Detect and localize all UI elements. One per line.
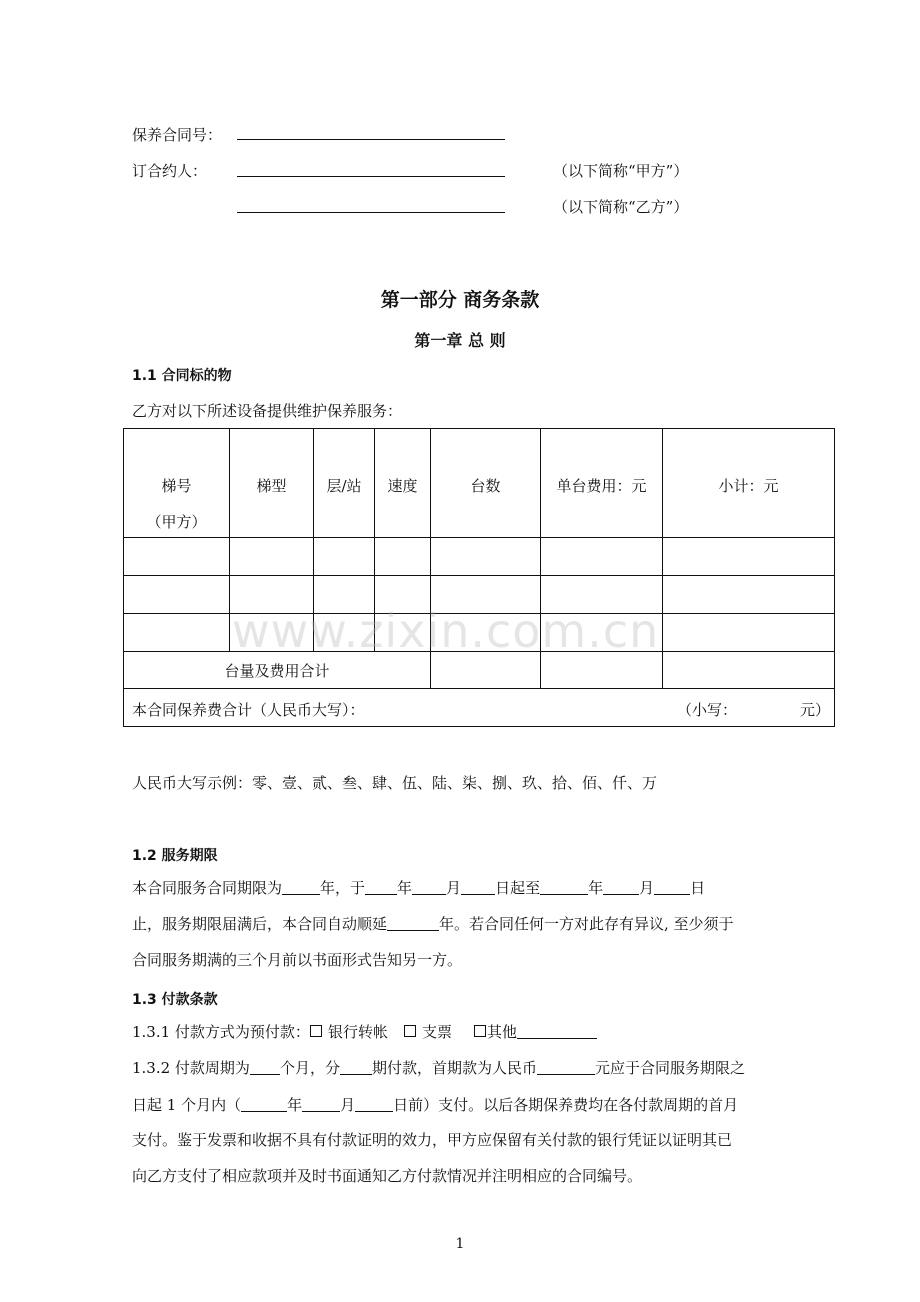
col-subtotal: 小计：元 xyxy=(663,429,835,538)
section-1-2-line-2: 止，服务期限届满后，本合同自动顺延 年。若合同任何一方对此存有异议, 至少须于 xyxy=(132,915,734,933)
table-cell[interactable] xyxy=(431,538,541,576)
table-header-row xyxy=(124,429,835,538)
table-cell[interactable] xyxy=(375,538,431,576)
watermark: www.zixin.com.cn xyxy=(232,604,660,658)
table-sum-row xyxy=(124,689,835,727)
party-label: 订合约人： xyxy=(132,162,208,180)
sum-cell[interactable] xyxy=(124,689,835,727)
other-method-field[interactable] xyxy=(517,1024,597,1039)
col-count: 台数 xyxy=(431,429,541,538)
section-1-2-line-3: 合同服务期满的三个月前以书面形式告知另一方。 xyxy=(132,951,463,969)
party-a-field[interactable] xyxy=(237,176,505,177)
table-cell[interactable] xyxy=(124,614,230,652)
section-1-2-line-1: 本合同服务合同期限为 年，于 年 月 日起至 年 月 日 xyxy=(132,879,706,897)
first-payment-field[interactable] xyxy=(537,1060,595,1075)
party-b-field[interactable] xyxy=(237,212,505,213)
end-day-field[interactable] xyxy=(654,880,690,895)
end-month-field[interactable] xyxy=(603,880,639,895)
due-day-field[interactable] xyxy=(355,1097,393,1112)
chapter-title: 第一章 总 则 xyxy=(414,331,506,350)
table-cell[interactable] xyxy=(541,538,663,576)
table-row xyxy=(124,538,835,576)
start-year-field[interactable] xyxy=(365,880,397,895)
col-elevator-no: 梯号 （甲方） xyxy=(124,429,230,538)
section-1-2-heading: 1.2 服务期限 xyxy=(132,848,218,864)
col-speed: 速度 xyxy=(375,429,431,538)
end-year-field[interactable] xyxy=(540,880,588,895)
rmb-example: 人民币大写示例：零、壹、贰、叁、肆、伍、陆、柒、捌、玖、拾、佰、仟、万 xyxy=(132,774,658,792)
payment-cycle-line-2: 日起 1 个月内（ 年 月 日前）支付。以后各期保养费均在各付款周期的首月 xyxy=(132,1096,739,1114)
contract-no-label: 保养合同号： xyxy=(132,126,223,144)
table-cell[interactable] xyxy=(663,576,835,614)
table-cell[interactable] xyxy=(663,614,835,652)
sum-label: 本合同保养费合计（人民币大写）： xyxy=(132,701,365,719)
table-cell[interactable] xyxy=(663,538,835,576)
bank-transfer-checkbox[interactable] xyxy=(310,1025,322,1037)
total-subtotal-cell[interactable] xyxy=(663,652,835,689)
sum-small-label: （小写： xyxy=(677,701,738,719)
col-floor-stop: 层/站 xyxy=(314,429,375,538)
section-1-1-heading: 1.1 合同标的物 xyxy=(132,368,232,384)
other-checkbox[interactable] xyxy=(474,1025,486,1037)
payment-cycle-line-4: 向乙方支付了相应款项并及时书面通知乙方付款情况并注明相应的合同编号。 xyxy=(132,1167,643,1185)
payment-method-line: 1.3.1 付款方式为预付款： 银行转帐 支票 其他 xyxy=(132,1024,792,1040)
term-years-field[interactable] xyxy=(282,880,320,895)
col-unit-fee: 单台费用：元 xyxy=(541,429,663,538)
party-b-note: （以下简称“乙方”） xyxy=(553,198,689,216)
installments-field[interactable] xyxy=(340,1060,372,1075)
table-cell[interactable] xyxy=(124,538,230,576)
check-checkbox[interactable] xyxy=(404,1025,416,1037)
renewal-years-field[interactable] xyxy=(387,916,439,931)
sum-yuan-label: 元） xyxy=(799,701,830,719)
contract-no-field[interactable] xyxy=(237,139,505,140)
due-year-field[interactable] xyxy=(241,1097,287,1112)
table-cell[interactable] xyxy=(124,576,230,614)
part-title: 第一部分 商务条款 xyxy=(380,289,540,311)
start-month-field[interactable] xyxy=(412,880,446,895)
total-label: 台量及费用合计 xyxy=(124,652,431,689)
section-1-1-intro: 乙方对以下所述设备提供维护保养服务： xyxy=(132,402,403,420)
due-month-field[interactable] xyxy=(302,1097,340,1112)
cycle-months-field[interactable] xyxy=(250,1060,280,1075)
section-1-3-heading: 1.3 付款条款 xyxy=(132,992,218,1008)
page-number: 1 xyxy=(455,1236,465,1252)
table-cell[interactable] xyxy=(314,538,375,576)
party-a-note: （以下简称“甲方”） xyxy=(553,162,689,180)
payment-cycle-line-3: 支付。鉴于发票和收据不具有付款证明的效力，甲方应保留有关付款的银行凭证以证明其已 xyxy=(132,1131,733,1149)
col-elevator-type: 梯型 xyxy=(230,429,314,538)
table-cell[interactable] xyxy=(230,538,314,576)
payment-cycle-line-1: 1.3.2 付款周期为 个月，分 期付款，首期款为人民币 元应于合同服务期限之 xyxy=(132,1059,745,1077)
equipment-table xyxy=(123,428,835,727)
start-day-field[interactable] xyxy=(461,880,495,895)
